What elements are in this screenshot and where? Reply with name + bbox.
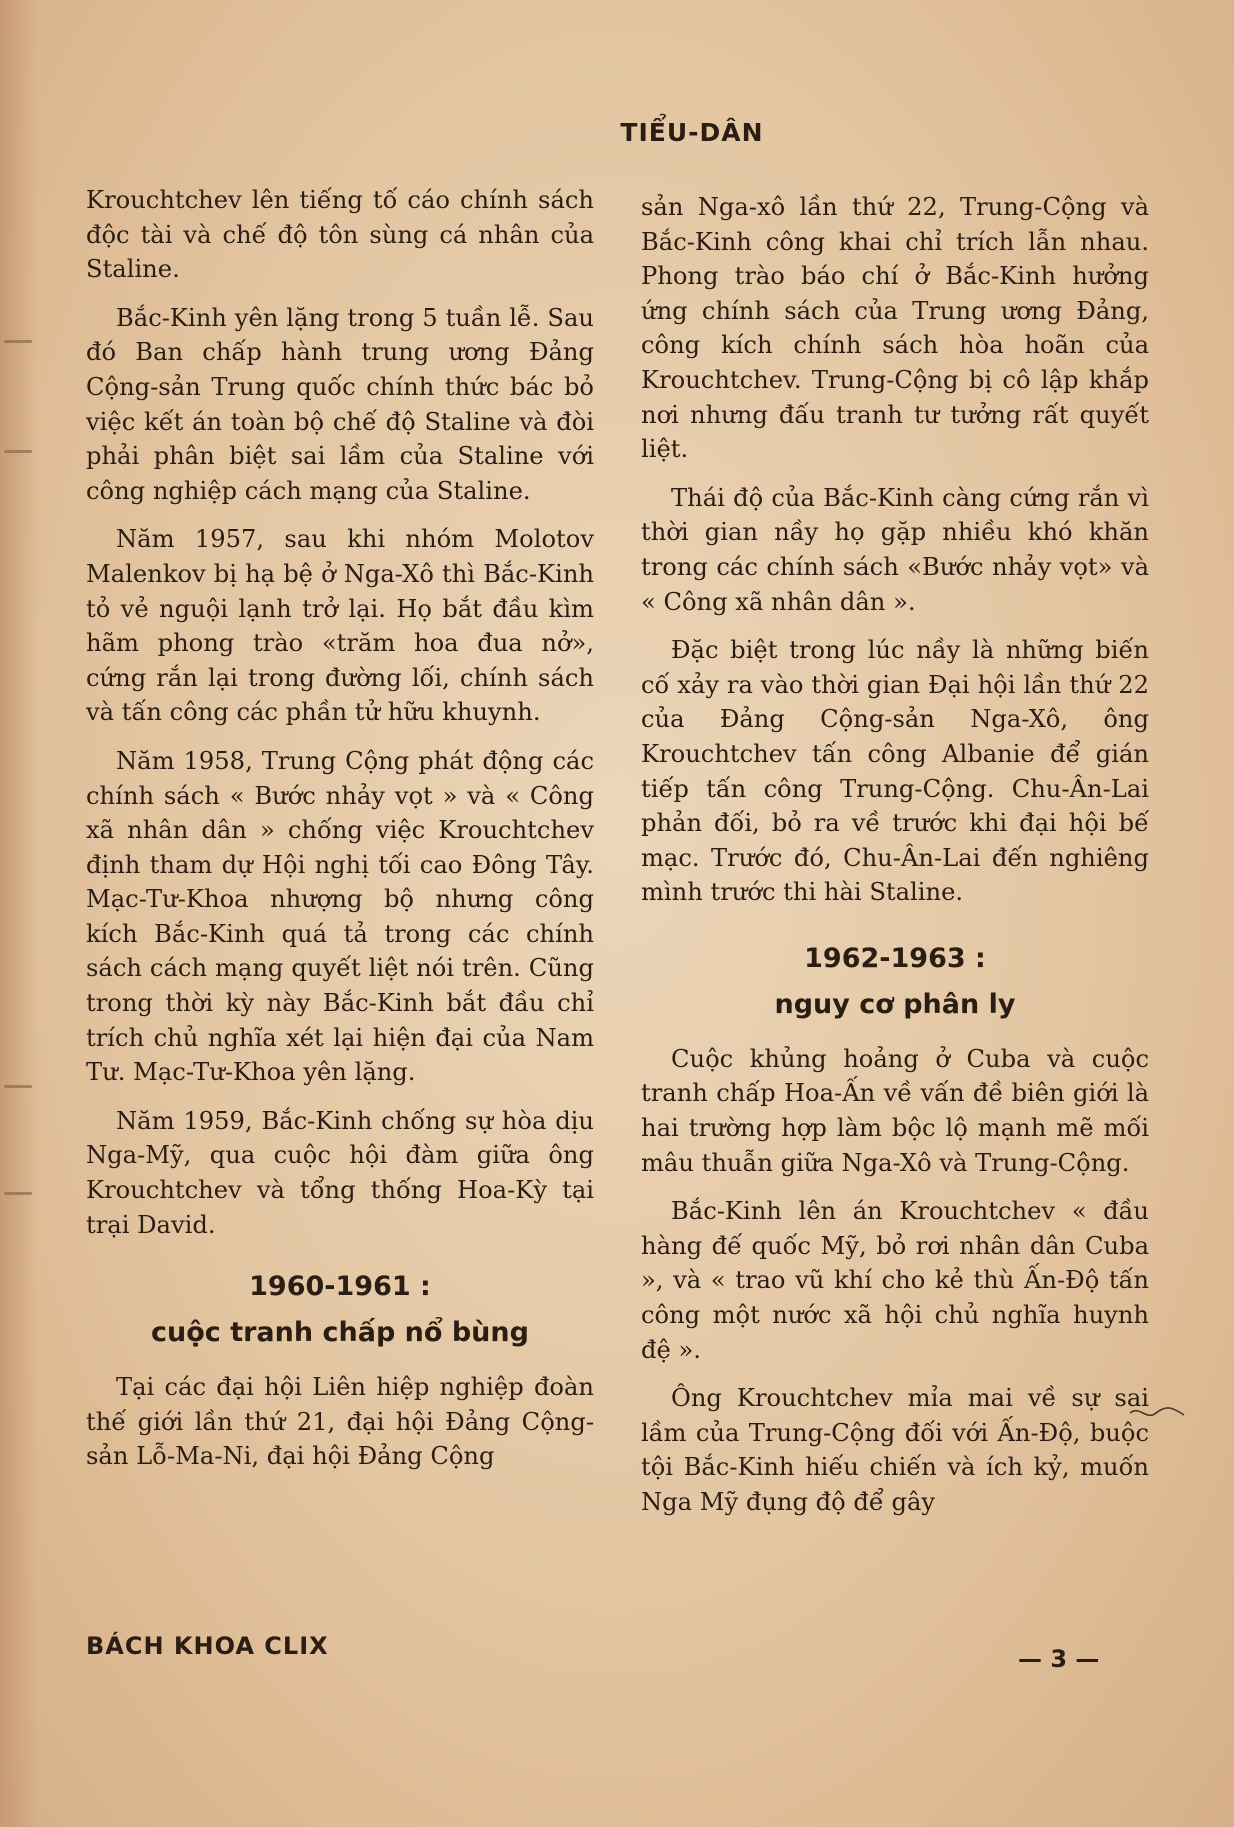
binding-mark — [4, 1085, 32, 1088]
binding-mark — [4, 1192, 32, 1195]
binding-mark — [4, 450, 32, 453]
page-edge-shadow — [0, 0, 38, 1827]
section-heading — [86, 1264, 594, 1356]
running-head: TIỂU-DÂN — [620, 118, 764, 147]
paragraph: Thái độ của Bắc-Kinh càng cứng rắn vì thời gian nầy họ gặp nhiều khó khăn trong các chính sách «Bước nhảy vọt» và « Công xã nhân dân ». — [641, 483, 1149, 616]
paragraph: sản Nga-xô lần thứ 22, Trung-Cộng và Bắc-Kinh công khai chỉ trích lẫn nhau. Phong trào báo chí ở Bắc-Kinh hưởng ứng chính sách của Trung ương Đảng, công kích chính sách hòa hoãn của Krouchtchev. Trung-Cộng bị cô lập khắp nơi nhưng đấu tranh tư tưởng rất quyết liệt. — [641, 193, 1149, 464]
paragraph: Cuộc khủng hoảng ở Cuba và cuộc tranh chấp Hoa-Ấn về vấn đề biên giới là hai trường hợp làm bộc lộ mạnh mẽ mối mâu thuẫn giữa Nga-Xô và Trung-Cộng. — [641, 1044, 1149, 1177]
section-heading-year: 1960-1961 : — [249, 1271, 431, 1303]
publication-footer: BÁCH KHOA CLIX — [86, 1632, 329, 1660]
binding-mark — [4, 340, 32, 343]
paragraph: Tại các đại hội Liên hiệp nghiệp đoàn thế giới lần thứ 21, đại hội Đảng Cộng-sản Lỗ-Ma-Ni, đại hội Đảng Cộng — [86, 1373, 594, 1471]
paragraph: Năm 1959, Bắc-Kinh chống sự hòa dịu Nga-Mỹ, qua cuộc hội đàm giữa ông Krouchtchev và tổng thống Hoa-Kỳ tại trại David. — [86, 1106, 594, 1239]
paragraph: Năm 1958, Trung Cộng phát động các chính sách « Bước nhảy vọt » và « Công xã nhân dân » chống việc Krouchtchev định tham dự Hội nghị tối cao Đông Tây. Mạc-Tư-Khoa nhượng bộ nhưng công kích Bắc-Kinh quá tả trong các chính sách cách mạng quyết liệt nói trên. Cũng trong thời kỳ này Bắc-Kinh bắt đầu chỉ trích chủ nghĩa xét lại hiện đại của Nam Tư. Mạc-Tư-Khoa yên lặng. — [86, 746, 594, 1087]
section-heading — [641, 936, 1149, 1028]
section-heading-title: cuộc tranh chấp nổ bùng — [151, 1317, 529, 1349]
paragraph: Ông Krouchtchev mỉa mai về sự sai lầm của Trung-Cộng đối với Ấn-Độ, buộc tội Bắc-Kinh hiếu chiến và ích kỷ, muốn Nga Mỹ đụng độ để gây — [641, 1384, 1149, 1516]
paragraph: Krouchtchev lên tiếng tố cáo chính sách độc tài và chế độ tôn sùng cá nhân của Staline. — [86, 186, 594, 284]
paragraph: Bắc-Kinh lên án Krouchtchev « đầu hàng đế quốc Mỹ, bỏ rơi nhân dân Cuba », và « trao vũ khí cho kẻ thù Ấn-Độ tấn công một nước xã hội chủ nghĩa huynh đệ ». — [641, 1197, 1149, 1364]
paragraph: Bắc-Kinh yên lặng trong 5 tuần lễ. Sau đó Ban chấp hành trung ương Đảng Cộng-sản Trung quốc chính thức bác bỏ việc kết án toàn bộ chế độ Staline và đòi phải phân biệt sai lầm của Staline với công nghiệp cách mạng của Staline. — [86, 303, 594, 505]
left-column — [86, 183, 594, 1613]
section-heading-title: nguy cơ phân ly — [774, 988, 1016, 1020]
page-number: — 3 — — [1018, 1645, 1100, 1673]
pencil-mark-icon — [1128, 1401, 1188, 1425]
paragraph: Đặc biệt trong lúc nầy là những biến cố xảy ra vào thời gian Đại hội lần thứ 22 của Đảng Cộng-sản Nga-Xô, ông Krouchtchev tấn công Albanie để gián tiếp tấn công Trung-Cộng. Chu-Ân-Lai phản đối, bỏ ra về trước khi đại hội bế mạc. Trước đó, Chu-Ân-Lai đến nghiêng mình trước thi hài Staline. — [641, 636, 1149, 907]
paragraph: Năm 1957, sau khi nhóm Molotov Malenkov bị hạ bệ ở Nga-Xô thì Bắc-Kinh tỏ vẻ nguội lạnh trở lại. Họ bắt đầu kìm hãm phong trào «trăm hoa đua nở», cứng rắn lại trong đường lối, chính sách và tấn công các phần tử hữu khuynh. — [86, 525, 594, 727]
right-column — [641, 190, 1149, 1620]
section-heading-year: 1962-1963 : — [804, 942, 986, 974]
